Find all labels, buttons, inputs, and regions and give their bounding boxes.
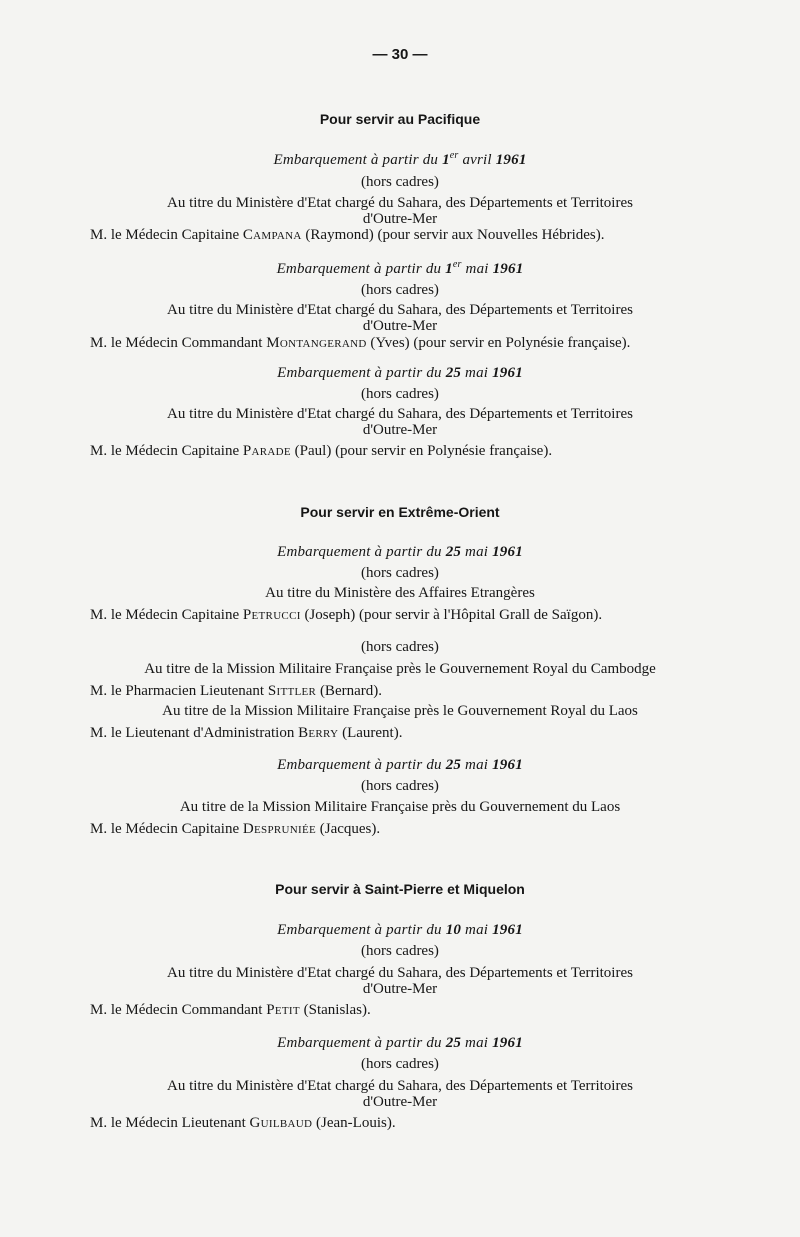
mission-title-laos: Au titre de la Mission Militaire Française près le Gouvernement Royal du Laos <box>162 703 638 719</box>
status-label: (hors cadres) <box>361 778 439 794</box>
embarkation-date: Embarquement à partir du 10 mai 1961 <box>277 922 523 938</box>
status-label: (hors cadres) <box>361 639 439 655</box>
ministry-title-continued: d'Outre-Mer <box>362 211 438 227</box>
appointee-line: M. le Lieutenant d'Administration Berry (Laurent). <box>90 725 403 741</box>
appointee-line: M. le Médecin Capitaine Parade (Paul) (pour servir en Polynésie française). <box>90 443 553 459</box>
status-label: (hors cadres) <box>361 386 439 402</box>
status-label: (hors cadres) <box>361 1056 439 1072</box>
page-number: — 30 — <box>372 46 428 63</box>
appointee-line: M. le Médecin Commandant Petit (Stanislas). <box>90 1002 371 1018</box>
embarkation-date: Embarquement à partir du 1er mai 1961 <box>276 259 524 277</box>
ministry-title: Au titre du Ministère d'Etat chargé du Sahara, des Départements et Territoires <box>167 195 633 211</box>
embarkation-date: Embarquement à partir du 25 mai 1961 <box>277 544 523 560</box>
embarkation-date: Embarquement à partir du 1er avril 1961 <box>273 150 527 168</box>
appointee-line: M. le Médecin Capitaine Despruniée (Jacques). <box>90 821 381 837</box>
embarkation-date: Embarquement à partir du 25 mai 1961 <box>277 365 523 381</box>
section-title-saint-pierre: Pour servir à Saint-Pierre et Miquelon <box>275 881 525 897</box>
status-label: (hors cadres) <box>361 174 439 190</box>
ministry-title: Au titre du Ministère d'Etat chargé du Sahara, des Départements et Territoires <box>167 965 633 981</box>
ministry-title: Au titre du Ministère d'Etat chargé du Sahara, des Départements et Territoires <box>167 406 633 422</box>
embarkation-date: Embarquement à partir du 25 mai 1961 <box>277 757 523 773</box>
appointee-line: M. le Médecin Lieutenant Guilbaud (Jean-Louis). <box>90 1115 396 1131</box>
section-title-extreme-orient: Pour servir en Extrême-Orient <box>300 504 500 520</box>
ministry-title: Au titre du Ministère d'Etat chargé du Sahara, des Départements et Territoires <box>167 302 633 318</box>
ministry-title-continued: d'Outre-Mer <box>362 981 438 997</box>
embarkation-date: Embarquement à partir du 25 mai 1961 <box>277 1035 523 1051</box>
appointee-line: M. le Médecin Capitaine Campana (Raymond) (pour servir aux Nouvelles Hébrides). <box>90 227 605 243</box>
ministry-title: Au titre du Ministère des Affaires Etrangères <box>265 585 535 601</box>
status-label: (hors cadres) <box>361 565 439 581</box>
ministry-title-continued: d'Outre-Mer <box>362 1094 438 1110</box>
status-label: (hors cadres) <box>361 282 439 298</box>
appointee-line: M. le Médecin Capitaine Petrucci (Joseph) (pour servir à l'Hôpital Grall de Saïgon). <box>90 607 603 623</box>
appointee-line: M. le Pharmacien Lieutenant Sittler (Bernard). <box>90 683 382 699</box>
mission-title-laos: Au titre de la Mission Militaire Française près du Gouvernement du Laos <box>179 799 621 815</box>
appointee-line: M. le Médecin Commandant Montangerand (Yves) (pour servir en Polynésie française). <box>90 335 631 351</box>
ministry-title-continued: d'Outre-Mer <box>362 318 438 334</box>
section-title-pacifique: Pour servir au Pacifique <box>319 111 481 127</box>
ministry-title: Au titre du Ministère d'Etat chargé du Sahara, des Départements et Territoires <box>167 1078 633 1094</box>
ministry-title-continued: d'Outre-Mer <box>362 422 438 438</box>
status-label: (hors cadres) <box>361 943 439 959</box>
mission-title-cambodge: Au titre de la Mission Militaire Française près le Gouvernement Royal du Cambodge <box>144 661 656 677</box>
